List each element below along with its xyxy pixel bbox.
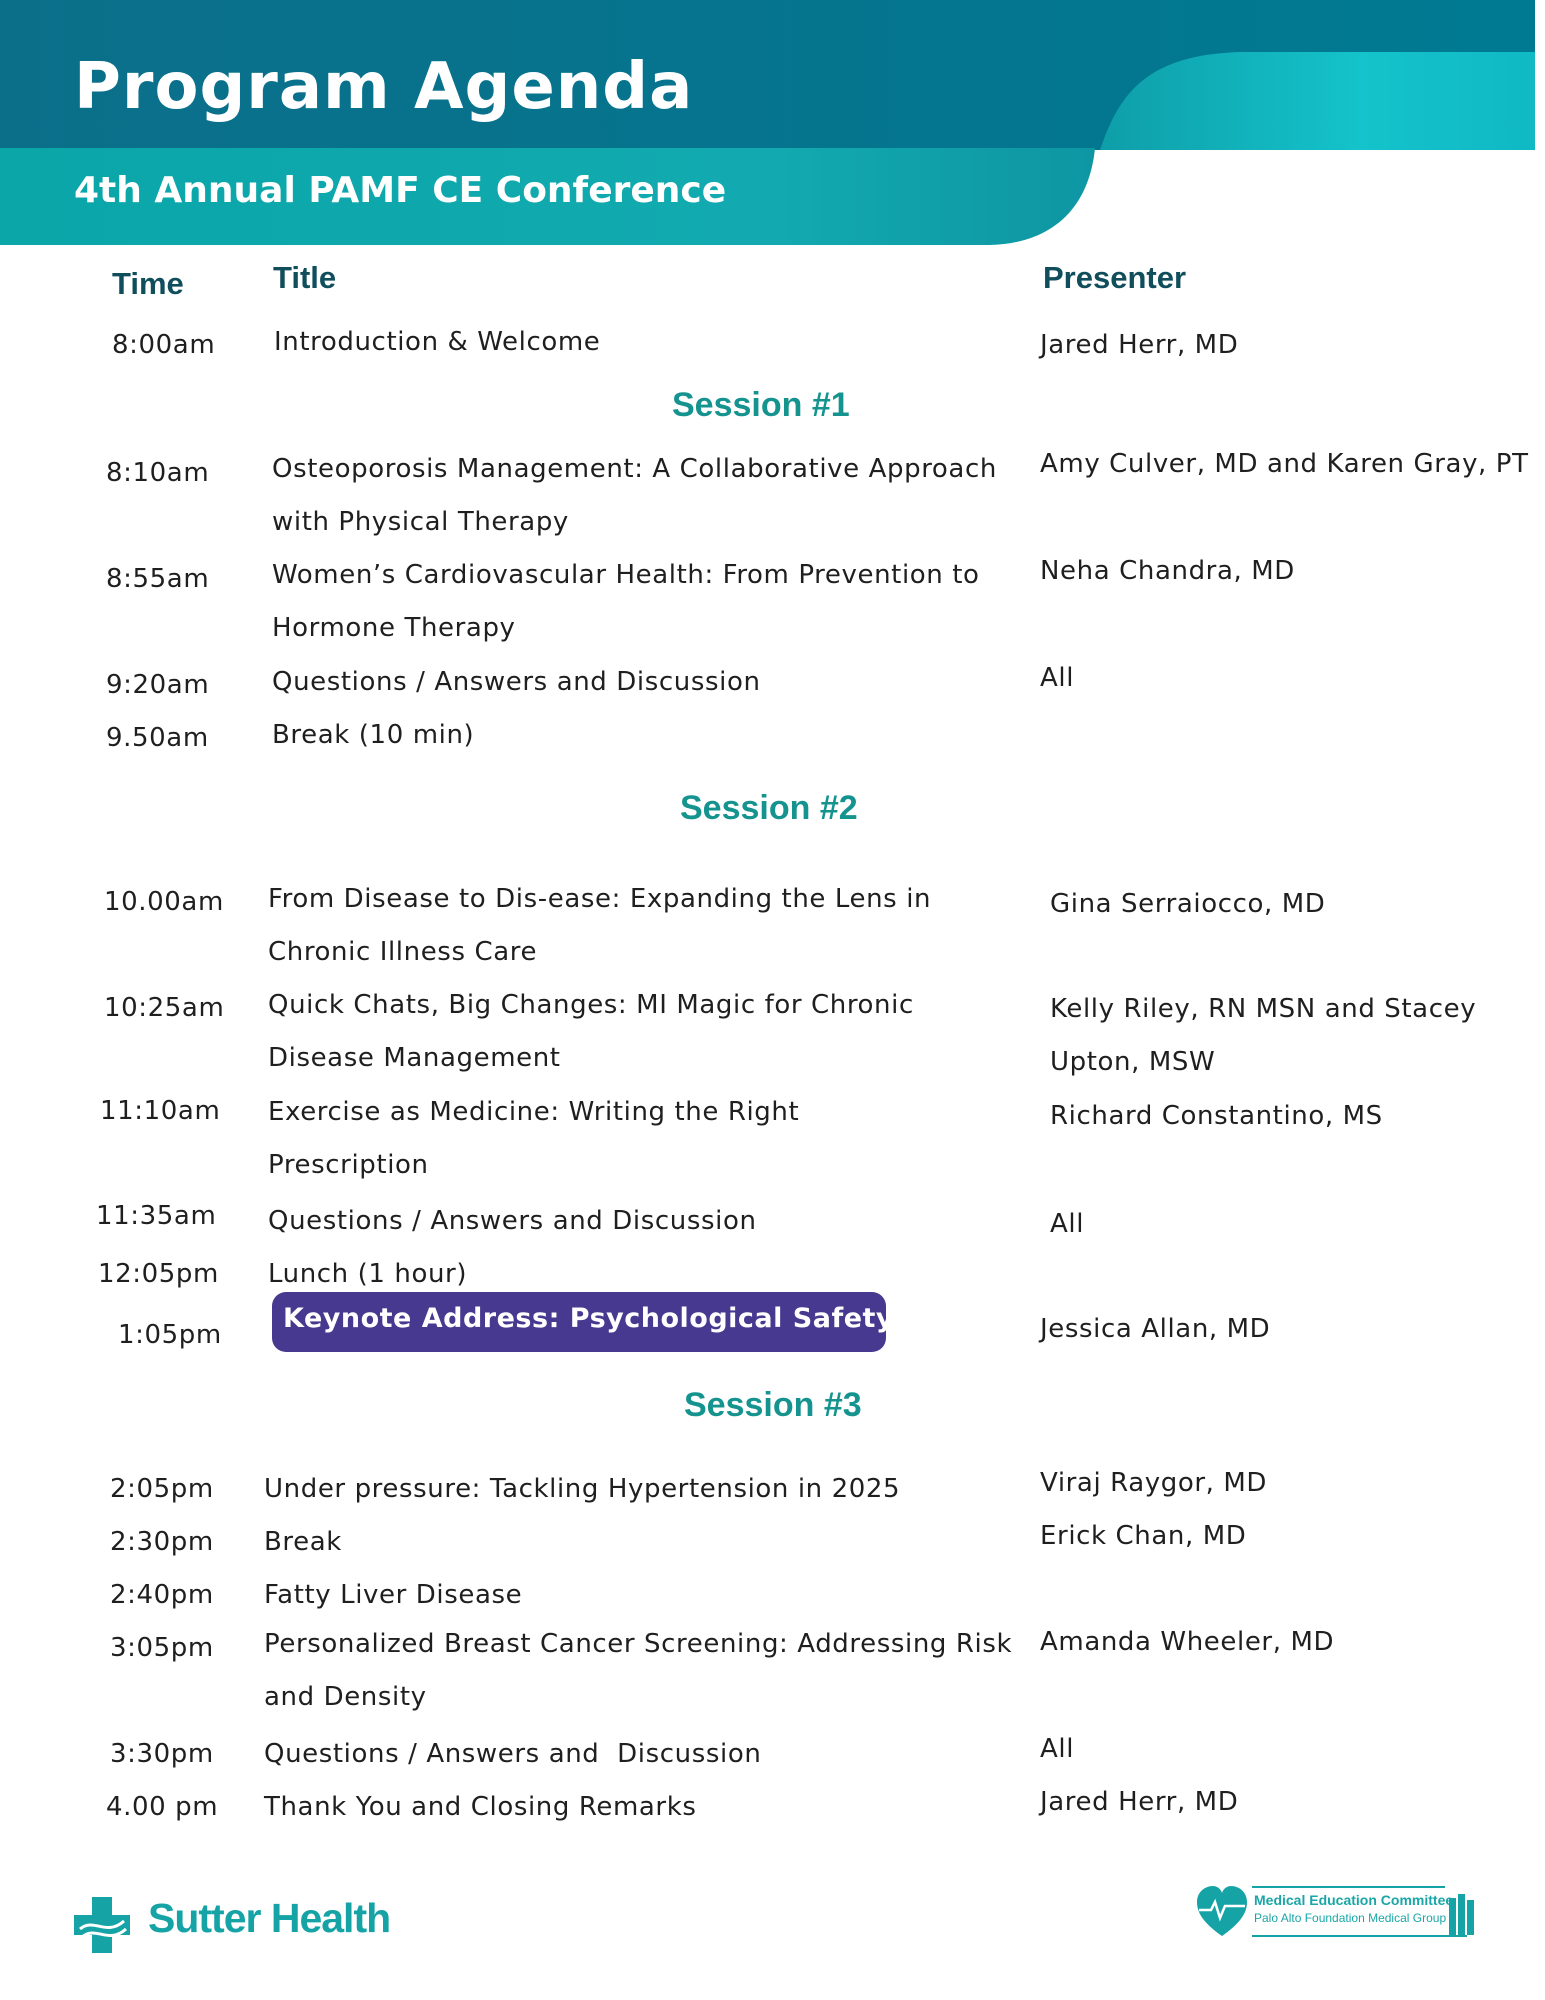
- agenda-title: Break: [264, 1527, 342, 1557]
- agenda-presenter: Neha Chandra, MD: [1040, 556, 1295, 586]
- agenda-title: Fatty Liver Disease: [264, 1580, 523, 1610]
- agenda-presenter: Kelly Riley, RN MSN and Stacey Upton, MSW: [1050, 994, 1477, 1077]
- intro-time: 8:00am: [112, 330, 216, 360]
- agenda-title: From Disease to Dis-ease: Expanding the Lens in Chronic Illness Care: [268, 884, 932, 967]
- agenda-time: 10.00am: [104, 887, 224, 917]
- column-header-time: Time: [112, 266, 184, 301]
- agenda-title: Thank You and Closing Remarks: [264, 1792, 697, 1822]
- agenda-title: Questions / Answers and Discussion: [264, 1739, 762, 1769]
- header-background: [0, 0, 1545, 250]
- agenda-time: 2:30pm: [110, 1527, 214, 1557]
- agenda-time: 4.00 pm: [106, 1792, 219, 1822]
- agenda-presenter: Jared Herr, MD: [1040, 1787, 1239, 1817]
- agenda-time: 11:10am: [100, 1096, 221, 1126]
- agenda-time: 3:05pm: [110, 1633, 214, 1663]
- agenda-title: Exercise as Medicine: Writing the Right Prescription: [268, 1097, 800, 1180]
- agenda-presenter: Gina Serraiocco, MD: [1050, 889, 1326, 919]
- agenda-title: Quick Chats, Big Changes: MI Magic for Chronic Disease Management: [268, 990, 914, 1073]
- agenda-title: Osteoporosis Management: A Collaborative Approach with Physical Therapy: [272, 454, 997, 537]
- session-2-heading: Session #2: [680, 789, 858, 827]
- agenda-presenter: Viraj Raygor, MD: [1040, 1468, 1268, 1498]
- agenda-time: 11:35am: [96, 1201, 217, 1231]
- agenda-presenter: Erick Chan, MD: [1040, 1521, 1247, 1551]
- agenda-presenter: Amanda Wheeler, MD: [1040, 1627, 1335, 1657]
- session-3-heading: Session #3: [684, 1386, 862, 1424]
- agenda-time: 12:05pm: [98, 1259, 219, 1289]
- agenda-time: 8:55am: [106, 564, 210, 594]
- agenda-title: Personalized Breast Cancer Screening: Addressing Risk and Density: [264, 1629, 1013, 1712]
- agenda-presenter: Richard Constantino, MS: [1050, 1101, 1383, 1131]
- agenda-title: Lunch (1 hour): [268, 1259, 468, 1289]
- session-1-heading: Session #1: [672, 386, 850, 424]
- agenda-time: 3:30pm: [110, 1739, 214, 1769]
- keynote-time: 1:05pm: [118, 1320, 222, 1350]
- mec-logo-title: Medical Education Committee: [1254, 1892, 1454, 1908]
- agenda-presenter: All: [1040, 663, 1075, 693]
- agenda-time: 9.50am: [106, 723, 209, 753]
- sutter-health-logo-text: Sutter Health: [148, 1895, 391, 1941]
- agenda-time: 8:10am: [106, 458, 210, 488]
- mec-logo-subtitle: Palo Alto Foundation Medical Group: [1254, 1911, 1447, 1925]
- agenda-time: 2:05pm: [110, 1474, 214, 1504]
- column-header-title: Title: [273, 260, 337, 295]
- agenda-title: Questions / Answers and Discussion: [268, 1206, 757, 1236]
- agenda-title: Questions / Answers and Discussion: [272, 667, 761, 697]
- agenda-presenter: All: [1050, 1209, 1085, 1239]
- column-header-presenter: Presenter: [1043, 260, 1187, 295]
- header-banner: [0, 0, 1545, 250]
- agenda-title: Women’s Cardiovascular Health: From Prevention to Hormone Therapy: [272, 560, 980, 643]
- agenda-title: Under pressure: Tackling Hypertension in 2025: [264, 1474, 901, 1504]
- agenda-title: Break (10 min): [272, 720, 475, 750]
- intro-title: Introduction & Welcome: [274, 327, 601, 357]
- agenda-time: 2:40pm: [110, 1580, 214, 1610]
- keynote-title: Keynote Address: Psychological Safety: [283, 1303, 895, 1334]
- agenda-time: 10:25am: [104, 993, 225, 1023]
- agenda-time: 9:20am: [106, 670, 210, 700]
- page-subtitle: 4th Annual PAMF CE Conference: [74, 170, 727, 211]
- agenda-presenter: All: [1040, 1734, 1075, 1764]
- agenda-presenter: Amy Culver, MD and Karen Gray, PT: [1040, 449, 1529, 479]
- page-title: Program Agenda: [74, 50, 694, 124]
- intro-presenter: Jared Herr, MD: [1040, 330, 1239, 360]
- keynote-presenter: Jessica Allan, MD: [1040, 1314, 1271, 1344]
